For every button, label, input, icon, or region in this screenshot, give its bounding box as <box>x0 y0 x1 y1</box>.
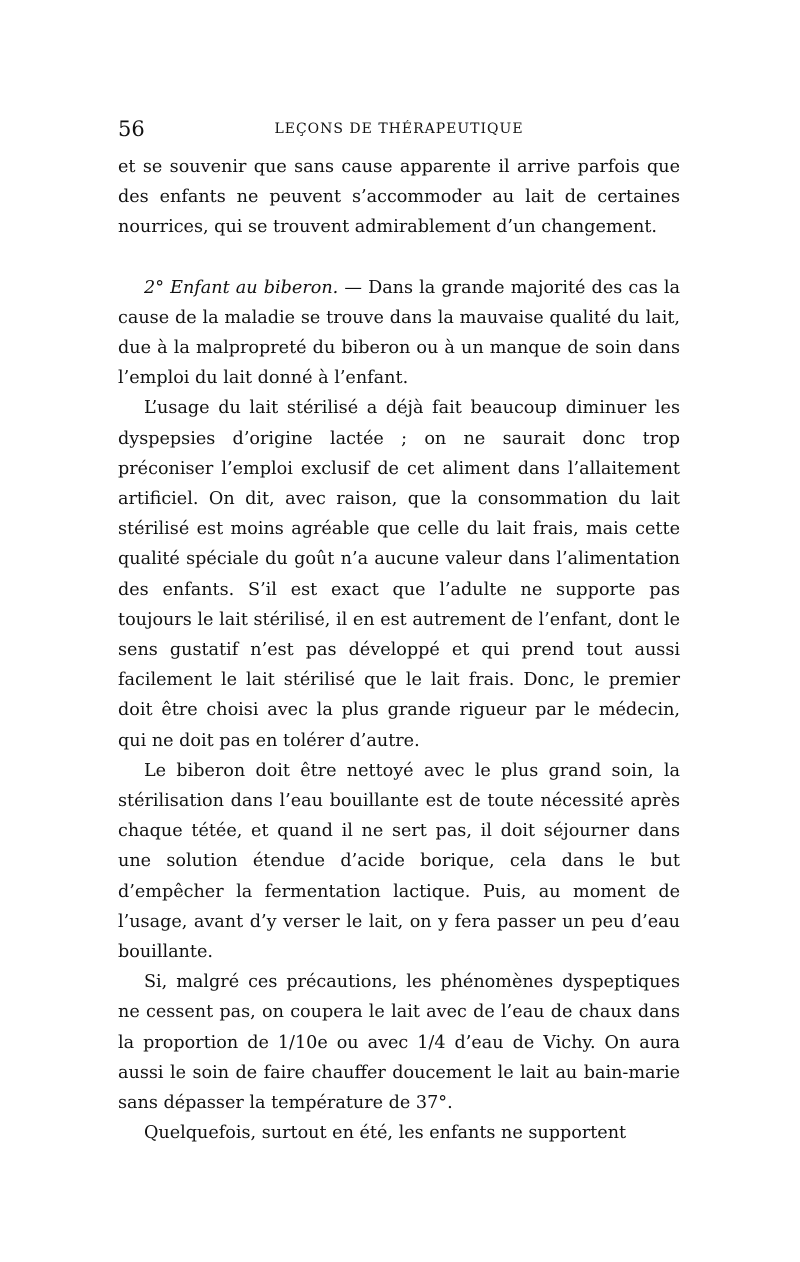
section-paragraph <box>118 273 680 394</box>
paragraph: et se souvenir que sans cause apparente il arrive parfois que des enfants ne peuvent s’accommoder au lait de certaines nourrices, qui se trouvent admirablement d’un changement. <box>118 157 680 238</box>
page-number: 56 <box>118 117 145 141</box>
section-heading: 2° Enfant au biberon. <box>144 277 339 298</box>
running-title: LEÇONS DE THÉRAPEUTIQUE <box>274 121 524 137</box>
paragraph: L’usage du lait stérilisé a déjà fait beaucoup diminuer les dyspepsies d’origine lactée ; on ne saurait donc trop préconiser l’emploi exclusif de cet aliment dans l’allaitement artificiel. On dit, avec raison, que la consommation du lait stérilisé est moins agréable que celle du lait frais, mais cette qualité spéciale du goût n’a aucune valeur dans l’alimentation des enfants. S’il est exact que l’adulte ne supporte pas toujours le lait stérilisé, il en est autrement de l’enfant, dont le sens gustatif n’est pas développé et qui prend tout aussi facilement le lait stérilisé que le lait frais. Donc, le premier doit être choisi avec la plus grande rigueur par le médecin, qui ne doit pas en tolérer d’autre. <box>118 398 680 751</box>
paragraph: Quelquefois, surtout en été, les enfants ne supportent <box>144 1123 627 1144</box>
paragraph: Le biberon doit être nettoyé avec le plus grand soin, la stérilisation dans l’eau bouillante est de toute nécessité après chaque tétée, et quand il ne sert pas, il doit séjourner dans une solution étendue d’acide borique, cela dans le but d’empêcher la fermentation lactique. Puis, au moment de l’usage, avant d’y verser le lait, on y fera passer un peu d’eau bouillante. <box>118 760 680 963</box>
page-header <box>118 114 680 144</box>
paragraph-text: — Dans la grande majorité des cas la cause de la maladie se trouve dans la mauvaise qualité du lait, due à la malpropreté du biberon ou à un manque de soin dans l’emploi du lait donné à l’enfant. <box>118 277 680 389</box>
body-text <box>118 152 680 1149</box>
paragraph: Si, malgré ces précautions, les phénomènes dyspeptiques ne cessent pas, on coupera le lait avec de l’eau de chaux dans la proportion de 1/10e ou avec 1/4 d’eau de Vichy. On aura aussi le soin de faire chauffer doucement le lait au bain-marie sans dépasser la température de 37°. <box>118 972 680 1114</box>
